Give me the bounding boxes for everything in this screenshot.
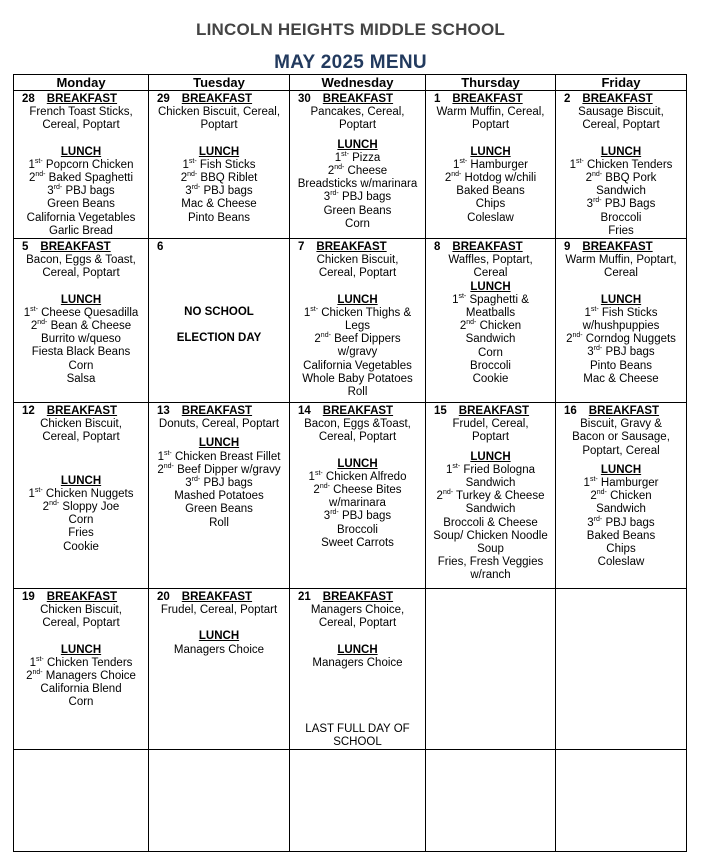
week-row bbox=[14, 239, 687, 403]
lunch-item: Sandwich bbox=[596, 503, 646, 516]
lunch-heading: LUNCH bbox=[60, 643, 102, 656]
breakfast-item: Warm Muffin, Poptart, bbox=[565, 254, 677, 267]
day-cell bbox=[556, 403, 687, 589]
day-header bbox=[16, 93, 146, 106]
day-header bbox=[151, 93, 287, 106]
lunch-item: $3^{rd-}$ PBJ bags bbox=[323, 509, 392, 523]
weekday-thursday: Thursday bbox=[426, 75, 556, 91]
day-cell bbox=[556, 91, 687, 239]
breakfast-heading: BREAKFAST bbox=[452, 93, 523, 105]
lunch-item: Sandwich bbox=[465, 503, 516, 516]
lunch-heading: LUNCH bbox=[337, 457, 378, 470]
lunch-item: $2^{nd-}$ Corndog Nuggets bbox=[566, 332, 676, 346]
breakfast-heading: BREAKFAST bbox=[458, 405, 530, 418]
lunch-item: $1^{st-}$ Chicken Tenders bbox=[569, 157, 673, 171]
breakfast-heading: BREAKFAST bbox=[181, 93, 253, 105]
day-cell bbox=[556, 239, 687, 403]
lunch-item: Soup/ Chicken Noodle bbox=[433, 529, 548, 542]
lunch-item: Fries bbox=[68, 527, 94, 540]
lunch-heading: LUNCH bbox=[198, 437, 240, 450]
lunch-item: $2^{nd-}$ Baked Spaghetti bbox=[28, 171, 134, 185]
lunch-item: Green Beans bbox=[47, 198, 115, 211]
breakfast-item: French Toast Sticks, bbox=[29, 106, 133, 119]
lunch-item: California Vegetables bbox=[303, 359, 412, 372]
day-header bbox=[428, 241, 553, 254]
lunch-item: $3^{rd-}$ PBJ bags bbox=[185, 476, 253, 490]
lunch-item: $1^{st-}$ Hamburger bbox=[453, 157, 528, 171]
day-number: 21 bbox=[298, 591, 311, 604]
breakfast-item: Poptart bbox=[338, 119, 377, 132]
breakfast-heading: BREAKFAST bbox=[582, 241, 653, 254]
lunch-item: Broccoli & Cheese bbox=[443, 516, 538, 529]
notice-text: ELECTION DAY bbox=[176, 332, 262, 345]
breakfast-item: Cereal, Poptart bbox=[318, 431, 397, 444]
lunch-heading: LUNCH bbox=[470, 145, 511, 158]
day-cell bbox=[149, 589, 290, 750]
lunch-item: $1^{st-}$ Cheese Quesadilla bbox=[23, 306, 139, 319]
lunch-item: w/marinara bbox=[329, 497, 386, 510]
breakfast-heading: BREAKFAST bbox=[588, 405, 660, 418]
day-number: 9 bbox=[564, 241, 571, 254]
day-number: 8 bbox=[434, 241, 441, 254]
lunch-item: $1^{st-}$ Spaghetti & bbox=[452, 293, 529, 306]
lunch-heading: LUNCH bbox=[337, 643, 378, 656]
weekday-header-row bbox=[14, 75, 687, 91]
breakfast-item: Cereal bbox=[604, 267, 638, 280]
lunch-item: Chips bbox=[606, 543, 636, 556]
day-number: 12 bbox=[22, 405, 35, 418]
weekday-tuesday: Tuesday bbox=[149, 75, 290, 91]
lunch-item: $2^{nd-}$ Chicken bbox=[590, 489, 652, 503]
breakfast-item: Frudel, Cereal, Poptart bbox=[160, 604, 278, 617]
day-cell bbox=[556, 750, 687, 852]
breakfast-item: Bacon or Sausage, bbox=[572, 431, 670, 444]
day-header bbox=[558, 93, 684, 106]
day-number: 30 bbox=[298, 93, 311, 105]
lunch-item: Cookie bbox=[63, 540, 99, 553]
lunch-item: $2^{nd-}$ Beef Dippers bbox=[314, 332, 401, 346]
lunch-item: Sandwich bbox=[465, 477, 516, 490]
lunch-item: $1^{st-}$ Chicken Thighs & bbox=[303, 306, 412, 319]
breakfast-item: Cereal, Poptart bbox=[42, 267, 120, 280]
lunch-heading: LUNCH bbox=[60, 293, 102, 306]
lunch-item: $1^{st-}$ Hamburger bbox=[583, 476, 659, 490]
weekday-friday: Friday bbox=[556, 75, 687, 91]
lunch-item: Corn bbox=[68, 514, 94, 527]
day-number: 14 bbox=[298, 405, 311, 418]
breakfast-item: Poptart bbox=[471, 119, 510, 132]
day-number: 6 bbox=[157, 241, 164, 254]
lunch-item: Broccoli bbox=[600, 211, 642, 224]
day-cell bbox=[290, 91, 426, 239]
lunch-item: Breadsticks w/marinara bbox=[297, 178, 418, 191]
day-cell bbox=[149, 750, 290, 852]
day-cell bbox=[426, 403, 556, 589]
lunch-item: Fiesta Black Beans bbox=[31, 346, 131, 359]
lunch-item: $1^{st-}$ Chicken Tenders bbox=[29, 656, 133, 669]
day-header bbox=[292, 93, 423, 106]
day-header bbox=[151, 241, 287, 254]
week-row bbox=[14, 750, 687, 852]
day-header bbox=[151, 405, 287, 418]
lunch-item: Sandwich bbox=[596, 185, 646, 198]
lunch-item: Legs bbox=[345, 320, 370, 333]
lunch-item: $2^{nd-}$ Hotdog w/chili bbox=[444, 171, 537, 185]
breakfast-item: Poptart, Cereal bbox=[582, 444, 660, 457]
breakfast-item: Cereal, Poptart bbox=[318, 617, 397, 630]
day-cell bbox=[149, 239, 290, 403]
day-cell bbox=[14, 403, 149, 589]
lunch-item: Soup bbox=[477, 543, 504, 556]
breakfast-heading: BREAKFAST bbox=[46, 591, 118, 604]
day-number: 15 bbox=[434, 405, 447, 418]
day-number: 28 bbox=[22, 93, 35, 105]
lunch-item: $3^{rd-}$ PBJ Bags bbox=[586, 197, 656, 211]
breakfast-item: Sausage Biscuit, bbox=[578, 106, 664, 119]
lunch-item: California Vegetables bbox=[26, 211, 136, 224]
lunch-heading: LUNCH bbox=[470, 280, 511, 293]
day-header bbox=[16, 405, 146, 418]
breakfast-item: Warm Muffin, Cereal, bbox=[436, 106, 545, 119]
day-header bbox=[16, 591, 146, 604]
day-cell bbox=[290, 750, 426, 852]
lunch-item: $2^{nd-}$ Sloppy Joe bbox=[42, 500, 120, 514]
breakfast-heading: BREAKFAST bbox=[46, 405, 118, 418]
day-number: 29 bbox=[157, 93, 170, 105]
day-cell bbox=[14, 91, 149, 239]
day-cell bbox=[14, 589, 149, 750]
lunch-heading: LUNCH bbox=[60, 145, 102, 158]
day-header bbox=[558, 405, 684, 418]
day-number: 20 bbox=[157, 591, 170, 604]
notice-text: NO SCHOOL bbox=[184, 306, 254, 319]
breakfast-item: Bacon, Eggs & Toast, bbox=[26, 254, 136, 267]
lunch-heading: LUNCH bbox=[198, 630, 240, 643]
lunch-item: $2^{nd-}$ Chicken bbox=[459, 319, 522, 333]
breakfast-heading: BREAKFAST bbox=[582, 93, 653, 105]
breakfast-item: Donuts, Cereal, Poptart bbox=[158, 418, 280, 431]
lunch-item: $3^{rd-}$ PBJ bags bbox=[587, 345, 655, 359]
lunch-item: Pinto Beans bbox=[187, 211, 250, 224]
breakfast-item: Waffles, Poptart, bbox=[448, 254, 533, 267]
lunch-item: Corn bbox=[68, 696, 94, 709]
breakfast-heading: BREAKFAST bbox=[322, 93, 394, 105]
breakfast-item: Managers Choice, bbox=[310, 604, 405, 617]
menu-title: MAY 2025 MENU bbox=[274, 52, 427, 73]
weekday-monday: Monday bbox=[14, 75, 149, 91]
lunch-item: Corn bbox=[345, 217, 370, 230]
lunch-item: Coleslaw bbox=[467, 211, 514, 224]
breakfast-heading: BREAKFAST bbox=[322, 405, 394, 418]
lunch-item: Broccoli bbox=[470, 359, 511, 372]
lunch-item: $3^{rd-}$ PBJ bags bbox=[185, 184, 253, 198]
lunch-item: $1^{st-}$ Pizza bbox=[334, 150, 381, 164]
footer-note: SCHOOL bbox=[333, 736, 382, 749]
breakfast-heading: BREAKFAST bbox=[181, 591, 253, 604]
day-cell bbox=[14, 750, 149, 852]
week-row bbox=[14, 91, 687, 239]
lunch-item: Salsa bbox=[66, 372, 96, 385]
lunch-item: Mac & Cheese bbox=[181, 198, 257, 211]
lunch-heading: LUNCH bbox=[470, 450, 511, 463]
day-cell bbox=[14, 239, 149, 403]
lunch-item: California Blend bbox=[40, 683, 122, 696]
day-header bbox=[16, 241, 146, 254]
menu-calendar bbox=[13, 74, 687, 852]
day-header bbox=[428, 405, 553, 418]
lunch-heading: LUNCH bbox=[600, 293, 642, 306]
lunch-item: Corn bbox=[68, 359, 94, 372]
day-number: 5 bbox=[22, 241, 29, 254]
lunch-item: $1^{st-}$ Fish Sticks bbox=[584, 306, 658, 319]
breakfast-item: Poptart bbox=[200, 119, 238, 132]
weekday-wednesday: Wednesday bbox=[290, 75, 426, 91]
day-number: 2 bbox=[564, 93, 571, 105]
day-cell bbox=[149, 91, 290, 239]
lunch-item: $3^{rd-}$ PBJ bags bbox=[587, 515, 655, 529]
breakfast-item: Cereal, Poptart bbox=[318, 267, 397, 280]
lunch-item: Burrito w/queso bbox=[41, 333, 121, 346]
lunch-item: w/gravy bbox=[337, 346, 378, 359]
lunch-item: $1^{st-}$ Chicken Alfredo bbox=[308, 470, 407, 483]
lunch-heading: LUNCH bbox=[60, 474, 102, 487]
lunch-item: Mac & Cheese bbox=[583, 372, 659, 385]
breakfast-item: Chicken Biscuit, Cereal, bbox=[157, 106, 281, 119]
day-cell bbox=[290, 403, 426, 589]
week-row bbox=[14, 403, 687, 589]
lunch-item: $1^{st-}$ Chicken Breast Fillet bbox=[157, 449, 281, 463]
day-cell bbox=[426, 589, 556, 750]
lunch-item: Baked Beans bbox=[456, 185, 525, 198]
lunch-item: $2^{nd-}$ Managers Choice bbox=[26, 669, 136, 683]
breakfast-item: Biscuit, Gravy & bbox=[580, 418, 662, 431]
lunch-heading: LUNCH bbox=[198, 145, 240, 158]
lunch-item: Whole Baby Potatoes bbox=[302, 372, 413, 385]
breakfast-heading: BREAKFAST bbox=[316, 241, 387, 254]
day-header bbox=[292, 405, 423, 418]
day-number: 19 bbox=[22, 591, 35, 604]
breakfast-item: Cereal, Poptart bbox=[42, 617, 120, 630]
day-number: 7 bbox=[298, 241, 305, 254]
lunch-item: $3^{rd-}$ PBJ bags bbox=[323, 190, 392, 204]
day-cell bbox=[426, 239, 556, 403]
lunch-item: Sweet Carrots bbox=[321, 536, 394, 549]
breakfast-heading: BREAKFAST bbox=[40, 241, 111, 254]
lunch-item: Roll bbox=[209, 516, 229, 529]
day-number: 13 bbox=[157, 405, 170, 418]
lunch-item: Roll bbox=[347, 386, 368, 399]
lunch-item: $2^{nd-}$ Turkey & Cheese bbox=[436, 489, 545, 503]
breakfast-item: Bacon, Eggs &Toast, bbox=[304, 418, 411, 431]
lunch-item: $1^{st-}$ Popcorn Chicken bbox=[28, 157, 134, 171]
lunch-item: $1^{st-}$ Fried Bologna bbox=[446, 463, 535, 476]
breakfast-item: Poptart bbox=[471, 431, 510, 444]
lunch-item: Managers Choice bbox=[312, 656, 403, 669]
lunch-item: Fries, Fresh Veggies bbox=[437, 556, 544, 569]
day-header bbox=[428, 93, 553, 106]
lunch-heading: LUNCH bbox=[337, 293, 378, 306]
lunch-item: Broccoli bbox=[337, 523, 378, 536]
lunch-item: Mashed Potatoes bbox=[174, 490, 264, 503]
lunch-item: Sandwich bbox=[465, 333, 516, 346]
lunch-item: Coleslaw bbox=[597, 556, 645, 569]
lunch-item: Garlic Bread bbox=[49, 224, 113, 237]
lunch-item: Fries bbox=[608, 224, 634, 237]
lunch-item: w/ranch bbox=[470, 569, 511, 582]
breakfast-heading: BREAKFAST bbox=[322, 591, 394, 604]
day-cell bbox=[290, 239, 426, 403]
lunch-heading: LUNCH bbox=[600, 463, 642, 476]
lunch-item: Chips bbox=[475, 198, 506, 211]
lunch-item: Cookie bbox=[472, 373, 509, 386]
breakfast-item: Chicken Biscuit, bbox=[40, 604, 122, 617]
lunch-item: Corn bbox=[478, 346, 503, 359]
lunch-item: Pinto Beans bbox=[589, 359, 652, 372]
breakfast-item: Chicken Biscuit, bbox=[40, 418, 122, 431]
lunch-item: Baked Beans bbox=[586, 529, 656, 542]
school-name: LINCOLN HEIGHTS MIDDLE SCHOOL bbox=[196, 20, 505, 39]
lunch-item: $3^{rd-}$ PBJ bags bbox=[47, 184, 115, 198]
lunch-item: $2^{nd-}$ BBQ Riblet bbox=[180, 171, 258, 185]
lunch-item: Managers Choice bbox=[173, 643, 265, 656]
day-number: 1 bbox=[434, 93, 441, 105]
lunch-item: $2^{nd-}$ BBQ Pork bbox=[585, 171, 657, 185]
lunch-item: w/hushpuppies bbox=[582, 320, 660, 333]
lunch-item: $2^{nd-}$ Beef Dipper w/gravy bbox=[157, 463, 281, 476]
breakfast-item: Pancakes, Cereal, bbox=[310, 106, 405, 119]
day-header bbox=[151, 591, 287, 604]
lunch-item: $2^{nd-}$ Cheese Bites bbox=[313, 483, 402, 497]
day-cell bbox=[149, 403, 290, 589]
breakfast-item: Cereal, Poptart bbox=[42, 119, 120, 132]
breakfast-item: Frudel, Cereal, bbox=[452, 418, 529, 431]
day-cell bbox=[426, 750, 556, 852]
breakfast-item: Cereal bbox=[473, 267, 508, 280]
lunch-item: $2^{nd-}$ Bean & Cheese bbox=[30, 319, 132, 333]
lunch-item: $1^{st-}$ Fish Sticks bbox=[182, 157, 256, 171]
day-cell bbox=[290, 589, 426, 750]
lunch-heading: LUNCH bbox=[337, 138, 378, 151]
week-row bbox=[14, 589, 687, 750]
day-header bbox=[292, 241, 423, 254]
lunch-heading: LUNCH bbox=[600, 145, 642, 158]
day-header bbox=[558, 241, 684, 254]
day-header bbox=[292, 591, 423, 604]
day-cell bbox=[426, 91, 556, 239]
lunch-item: $1^{st-}$ Chicken Nuggets bbox=[28, 487, 134, 500]
day-number: 16 bbox=[564, 405, 577, 418]
lunch-item: Green Beans bbox=[323, 204, 392, 217]
lunch-item: Meatballs bbox=[465, 307, 516, 320]
breakfast-item: Cereal, Poptart bbox=[582, 119, 660, 132]
day-cell bbox=[556, 589, 687, 750]
breakfast-heading: BREAKFAST bbox=[46, 93, 118, 105]
footer-note: LAST FULL DAY OF bbox=[305, 723, 410, 736]
breakfast-heading: BREAKFAST bbox=[452, 241, 523, 254]
lunch-item: Green Beans bbox=[185, 503, 253, 516]
lunch-item: $2^{nd-}$ Cheese bbox=[327, 164, 388, 178]
breakfast-item: Chicken Biscuit, bbox=[316, 254, 399, 267]
breakfast-heading: BREAKFAST bbox=[181, 405, 253, 418]
breakfast-item: Cereal, Poptart bbox=[42, 431, 120, 444]
